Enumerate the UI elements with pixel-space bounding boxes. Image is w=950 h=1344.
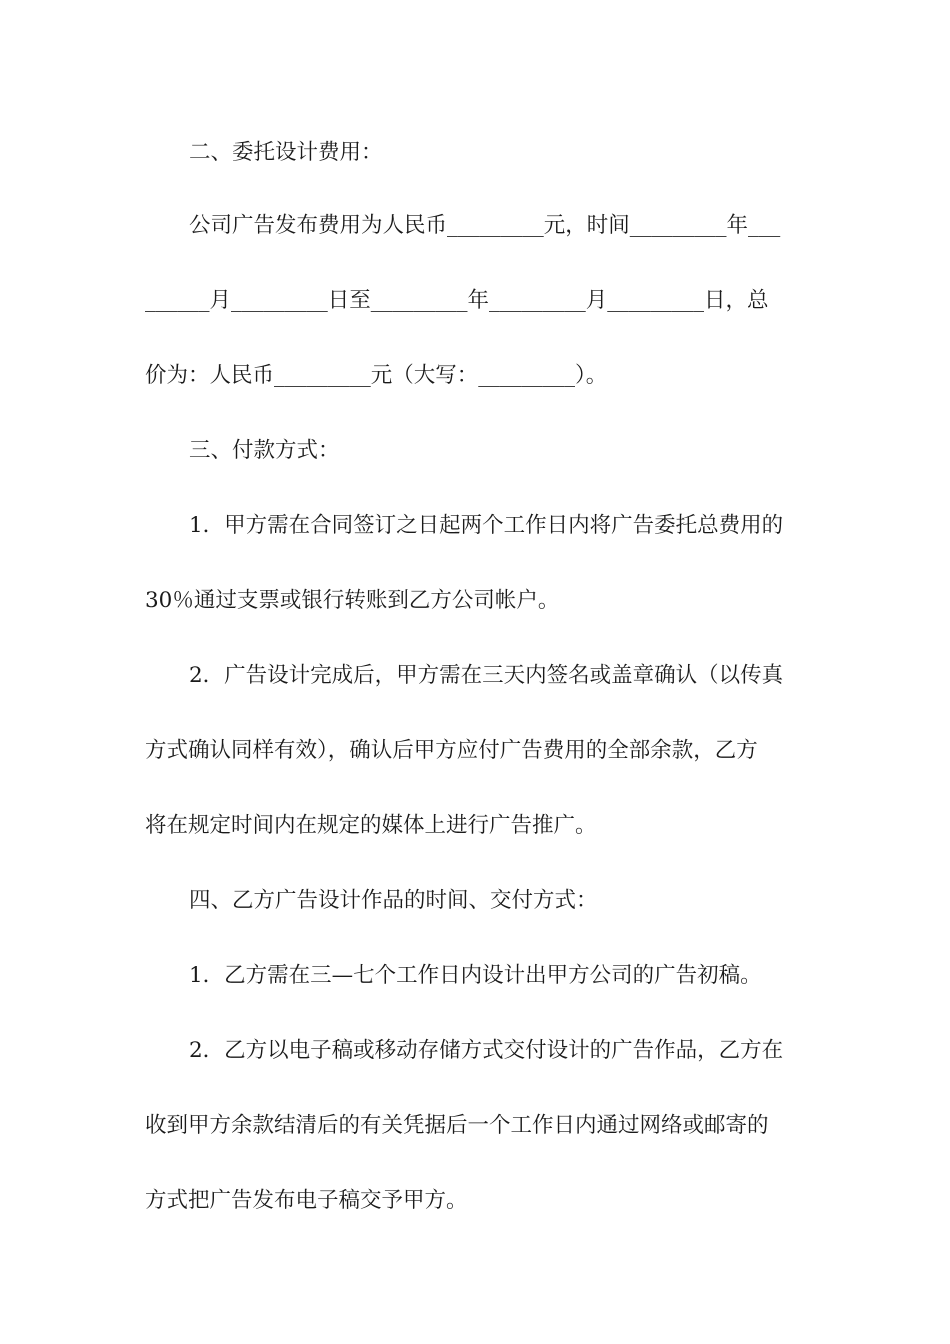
paragraph-line: 1．甲方需在合同签订之日起两个工作日内将广告委托总费用的	[189, 513, 784, 538]
paragraph-line: 价为：人民币_________元（大写：_________）。	[145, 363, 608, 388]
section-heading-delivery: 四、乙方广告设计作品的时间、交付方式：	[189, 888, 598, 913]
paragraph-line: 方式确认同样有效），确认后甲方应付广告费用的全部余款，乙方	[145, 738, 758, 763]
paragraph-line: 方式把广告发布电子稿交予甲方。	[145, 1188, 468, 1213]
paragraph-line: 公司广告发布费用为人民币_________元，时间_________年___	[189, 213, 781, 238]
section-heading-payment-method: 三、付款方式：	[189, 438, 340, 463]
paragraph-line: 将在规定时间内在规定的媒体上进行广告推广。	[145, 813, 597, 838]
section-heading-design-fee: 二、委托设计费用：	[189, 140, 383, 165]
paragraph-line: ______月_________日至_________年_________月_________日，总	[145, 288, 769, 313]
paragraph-line: 2．乙方以电子稿或移动存储方式交付设计的广告作品，乙方在	[189, 1038, 784, 1063]
paragraph-line: 1．乙方需在三—七个工作日内设计出甲方公司的广告初稿。	[189, 963, 762, 988]
paragraph-line: 30％通过支票或银行转账到乙方公司帐户。	[145, 588, 560, 613]
paragraph-line: 2．广告设计完成后，甲方需在三天内签名或盖章确认（以传真	[189, 663, 784, 688]
paragraph-line: 收到甲方余款结清后的有关凭据后一个工作日内通过网络或邮寄的	[145, 1113, 769, 1138]
